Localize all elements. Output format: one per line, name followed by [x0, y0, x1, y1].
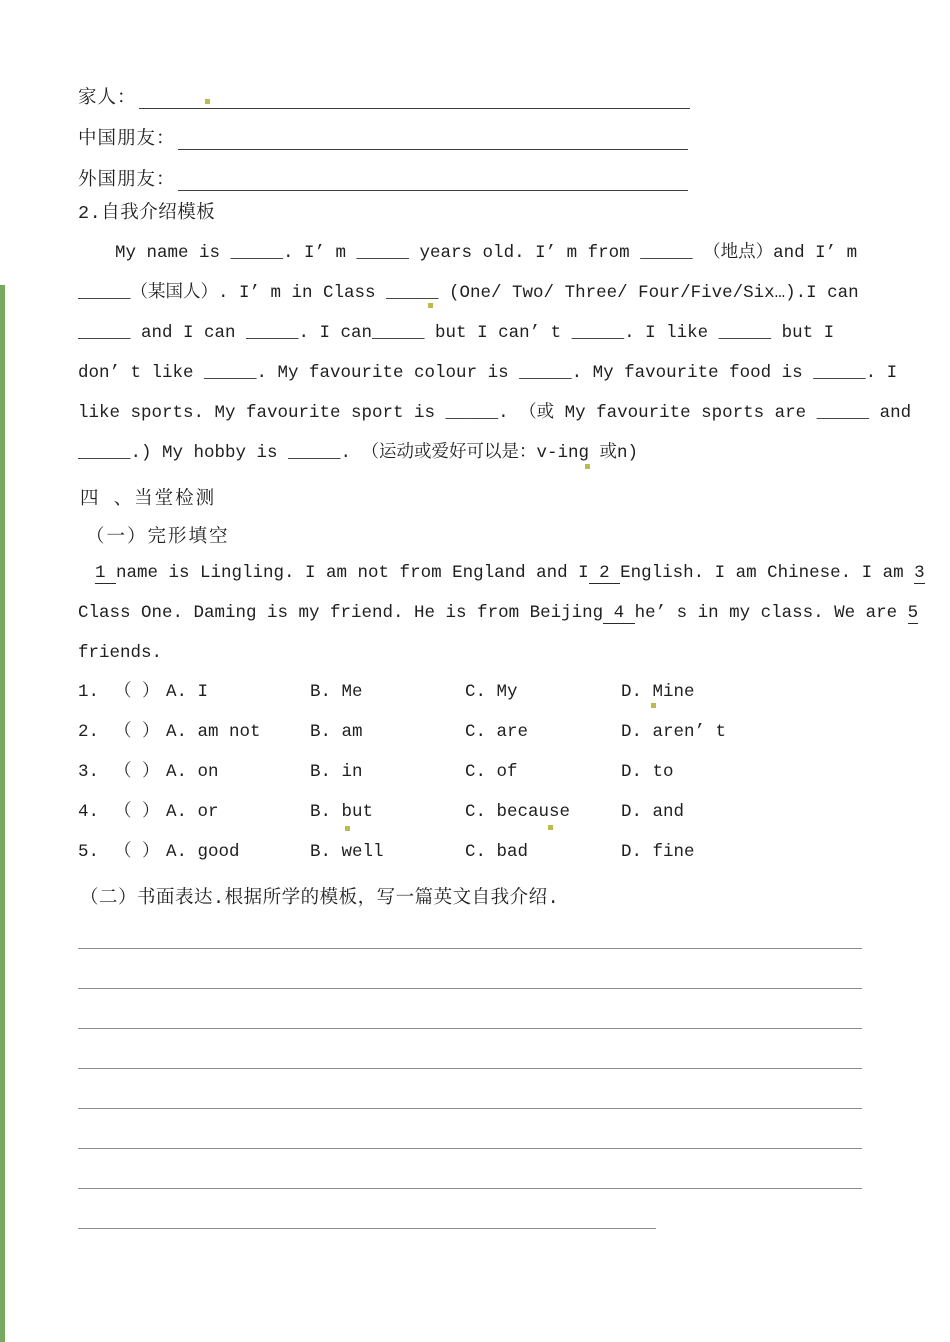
answer-line [139, 108, 690, 109]
option-d: D. Mine [621, 682, 695, 702]
option-b: B. am [310, 722, 363, 742]
option-c: C. because [465, 802, 571, 822]
cloze-text: he’ s in my class. We are [634, 603, 908, 623]
answer-parentheses: （ ） [114, 842, 160, 862]
option-d: D. aren’ t [621, 722, 727, 742]
artifact-dot [585, 464, 590, 469]
question-row [78, 792, 726, 832]
question-row [78, 752, 726, 792]
cloze-blank-number: 3 [914, 563, 925, 583]
template-section-heading: 2.自我介绍模板 [78, 203, 216, 224]
option-c: C. bad [465, 842, 529, 862]
question-number: 5. [78, 842, 100, 862]
writing-line [78, 1148, 862, 1149]
question-row [78, 672, 726, 712]
fill-in-row-foreign-friends [78, 166, 688, 196]
left-accent-bar [0, 285, 5, 1342]
answer-line [178, 149, 688, 150]
answer-parentheses: （ ） [114, 762, 160, 782]
fill-in-label-family: 家人： [78, 88, 137, 109]
option-c: C. My [465, 682, 518, 702]
option-b: B. Me [310, 682, 363, 702]
writing-line [78, 1068, 862, 1069]
option-b: B. but [310, 802, 374, 822]
question-number: 2. [78, 722, 100, 742]
option-d: D. fine [621, 842, 695, 862]
question-number: 4. [78, 802, 100, 822]
template-line: like sports. My favourite sport is _____. （或 My favourite sports are _____ and [78, 403, 912, 423]
option-c: C. are [465, 722, 529, 742]
option-a: A. on [166, 762, 219, 782]
writing-line [78, 1108, 862, 1109]
artifact-dot [548, 825, 553, 830]
artifact-dot [428, 303, 433, 308]
option-b: B. well [310, 842, 384, 862]
cloze-text: English. I am Chinese. I am [620, 563, 915, 583]
template-line: My name is _____. I’ m _____ years old. I’ m from _____ （地点）and I’ m [115, 243, 858, 263]
question-row [78, 712, 726, 752]
answer-parentheses: （ ） [114, 682, 160, 702]
option-a: A. I [166, 682, 209, 702]
template-line: _____ and I can _____. I can_____ but I can’ t _____. I like _____ but I [78, 323, 835, 343]
writing-line [78, 988, 862, 989]
answer-parentheses: （ ） [114, 722, 160, 742]
artifact-dot [205, 99, 210, 104]
artifact-dot [651, 703, 656, 708]
cloze-blank-number: 5 [907, 603, 919, 623]
question-list [78, 672, 726, 872]
cloze-text: Class One. Daming is my friend. He is from Beijing [78, 603, 604, 623]
cloze-blank-number: 4 [603, 603, 635, 623]
option-a: A. or [166, 802, 219, 822]
fill-in-label-chinese-friends: 中国朋友： [78, 129, 176, 150]
writing-part-heading: （二）书面表达.根据所学的模板，写一篇英文自我介绍. [80, 888, 560, 909]
template-line: _____.) My hobby is _____. （运动或爱好可以是：v-ing 或n) [78, 443, 639, 463]
writing-line [78, 1028, 862, 1029]
writing-line [78, 948, 862, 949]
cloze-line [78, 593, 919, 633]
quiz-section-heading: 四 、当堂检测 [80, 489, 217, 510]
template-paragraph [78, 233, 912, 473]
cloze-passage [78, 553, 925, 673]
template-line: don’ t like _____. My favourite colour is _____. My favourite food is _____. I [78, 363, 898, 383]
option-a: A. good [166, 842, 240, 862]
answer-parentheses: （ ） [114, 802, 160, 822]
answer-line [178, 190, 688, 191]
cloze-text: friends. [78, 643, 163, 663]
fill-in-row-chinese-friends [78, 125, 688, 155]
writing-line-short [78, 1228, 656, 1229]
fill-in-row-family [78, 84, 690, 114]
artifact-dot [345, 826, 350, 831]
question-number: 1. [78, 682, 100, 702]
cloze-line [78, 553, 925, 593]
cloze-blank-number: 1 [95, 563, 117, 583]
option-c: C. of [465, 762, 518, 782]
template-line: _____（某国人）. I’ m in Class _____ (One/ Two/ Three/ Four/Five/Six…).I can [78, 283, 859, 303]
cloze-part-heading: （一）完形填空 [86, 527, 230, 548]
fill-in-label-foreign-friends: 外国朋友： [78, 170, 176, 191]
option-b: B. in [310, 762, 363, 782]
cloze-text: name is Lingling. I am not from England and I [116, 563, 589, 583]
question-number: 3. [78, 762, 100, 782]
cloze-line [78, 633, 878, 673]
option-d: D. and [621, 802, 685, 822]
option-a: A. am not [166, 722, 261, 742]
question-row [78, 832, 726, 872]
writing-line [78, 1188, 862, 1189]
cloze-blank-number: 2 [588, 563, 621, 583]
option-d: D. to [621, 762, 674, 782]
